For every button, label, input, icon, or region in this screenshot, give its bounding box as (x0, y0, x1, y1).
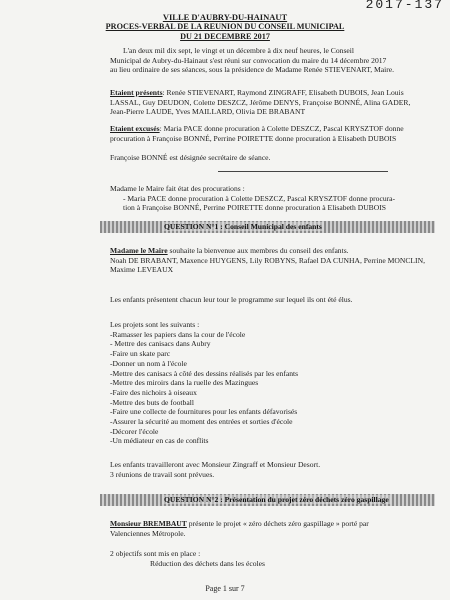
intro-line: L'an deux mil dix sept, le vingt et un décembre à dix neuf heures, le Conseil (123, 46, 355, 55)
list-item: -Donner un nom à l'école (110, 358, 187, 368)
presentation-paragraph (110, 519, 422, 538)
presentation-line: présente le projet « zéro déchets zéro gaspillage » porté par (186, 519, 369, 528)
list-item: -Faire des nichoirs à oiseaux (110, 387, 197, 397)
list-item: -Faire un skate parc (110, 349, 171, 359)
procurations-line: tion à Françoise BONNÉ, Perrine POIRETTE donne procuration à Elisabeth DUBOIS (123, 203, 386, 213)
work-paragraph (110, 460, 422, 479)
list-item: Réduction des déchets dans les écoles (150, 558, 265, 568)
projects-list (110, 320, 422, 446)
procurations-line: - Maria PACE donne procuration à Colette DESZCZ, Pascal KRYSZTOF donne procura- (123, 193, 396, 203)
excuses-line: : Maria PACE donne procuration à Colette DESZCZ, Pascal KRYSZTOF donne (159, 124, 404, 133)
title-minutes: PROCES-VERBAL DE LA REUNION DU CONSEIL MUNICIPAL (105, 22, 345, 31)
list-item: -Assurer la sécurité au moment des entrées et sorties d'école (110, 417, 293, 427)
list-item: -Mettre des canisacs à côté des dessins réalisés par les enfants (110, 368, 299, 378)
section-heading-1-text: QUESTION N°1 : Conseil Municipal des enfants (164, 222, 322, 231)
objectives-intro: 2 objectifs sont mis en place : (110, 549, 201, 558)
presents-label: Etaient présents (110, 88, 163, 97)
section-heading-2-text: QUESTION N°2 : Présentation du projet zéro déchets zéro gaspillage (164, 495, 389, 504)
excuses-line: procuration à Françoise BONNÉ, Perrine POIRETTE donne procuration à Elisabeth DUBOIS (110, 133, 397, 143)
secretary-paragraph (110, 153, 422, 163)
intro-line: Municipal de Aubry-du-Hainaut s'est réuni sur convocation du maire du 14 décembre 2017 (110, 55, 387, 65)
children-present-paragraph (110, 295, 422, 305)
presents-paragraph (110, 88, 422, 117)
welcome-line: Noah DE BRABANT, Maxence HUYGENS, Lily ROBYNS, Rafael DA CUNHA, Perrine MONCLIN, (110, 255, 425, 265)
presents-line: Jean-Pierre LAUDE, Yves MAILLARD, Olivia DE BRABANT (110, 107, 306, 117)
excuses-label: Etaient excusés (110, 124, 160, 133)
presents-line: LASSAL, Guy DEUDON, Colette DESZCZ, Jérôme DENYS, Françoise BONNÉ, Alina GADER, (110, 97, 411, 107)
children-present-line: Les enfants présentent chacun leur tour le programme sur lequel ils ont été élus. (110, 295, 353, 304)
secretary-line: Françoise BONNÉ est désignée secrétaire de séance. (110, 153, 271, 162)
welcome-paragraph (110, 246, 425, 275)
separator-line (218, 171, 388, 172)
list-item: - Mettre des canisacs dans Aubry (110, 339, 211, 349)
list-item: -Ramasser les papiers dans la cour de l'école (110, 329, 246, 339)
presentation-label: Monsieur BREMBAUT (110, 519, 187, 528)
welcome-label: Madame le Maire (110, 246, 168, 255)
document-number: 2017-137 (365, 0, 444, 12)
welcome-line: souhaite la bienvenue aux membres du conseil des enfants. (167, 246, 349, 255)
title-town: VILLE D'AUBRY-DU-HAINAUT (162, 12, 288, 22)
presents-line: : Renée STIEVENART, Raymond ZINGRAFF, Elisabeth DUBOIS, Jean Louis (162, 88, 404, 97)
page-footer: Page 1 sur 7 (205, 584, 245, 593)
intro-paragraph (110, 46, 422, 75)
welcome-line: Maxime LEVEAUX (110, 265, 174, 275)
procurations-intro: Madame le Maire fait état des procurations : (110, 184, 245, 193)
list-item: -Mettre des miroirs dans la ruelle des Mazingues (110, 378, 259, 388)
section-heading-2 (100, 494, 435, 506)
objectives-paragraph (110, 549, 422, 568)
list-item: -Faire une collecte de fournitures pour les enfants défavorisés (110, 407, 298, 417)
procurations-paragraph (110, 184, 422, 213)
section-heading-1 (100, 221, 435, 233)
projects-intro: Les projets sont les suivants : (110, 320, 200, 329)
intro-line: au lieu ordinaire de ses séances, sous la présidence de Madame Renée STIEVENART, Maire. (110, 65, 395, 75)
list-item: -Mettre des buts de football (110, 397, 194, 407)
work-line: 3 réunions de travail sont prévues. (110, 469, 215, 479)
presentation-line: Valenciennes Métropole. (110, 528, 186, 538)
list-item: -Décorer l'école (110, 426, 159, 436)
excuses-paragraph (110, 124, 422, 143)
list-item: -Un médiateur en cas de conflits (110, 436, 209, 446)
title-date: DU 21 DECEMBRE 2017 (180, 32, 270, 41)
work-line: Les enfants travailleront avec Monsieur Zingraff et Monsieur Desort. (110, 460, 321, 469)
